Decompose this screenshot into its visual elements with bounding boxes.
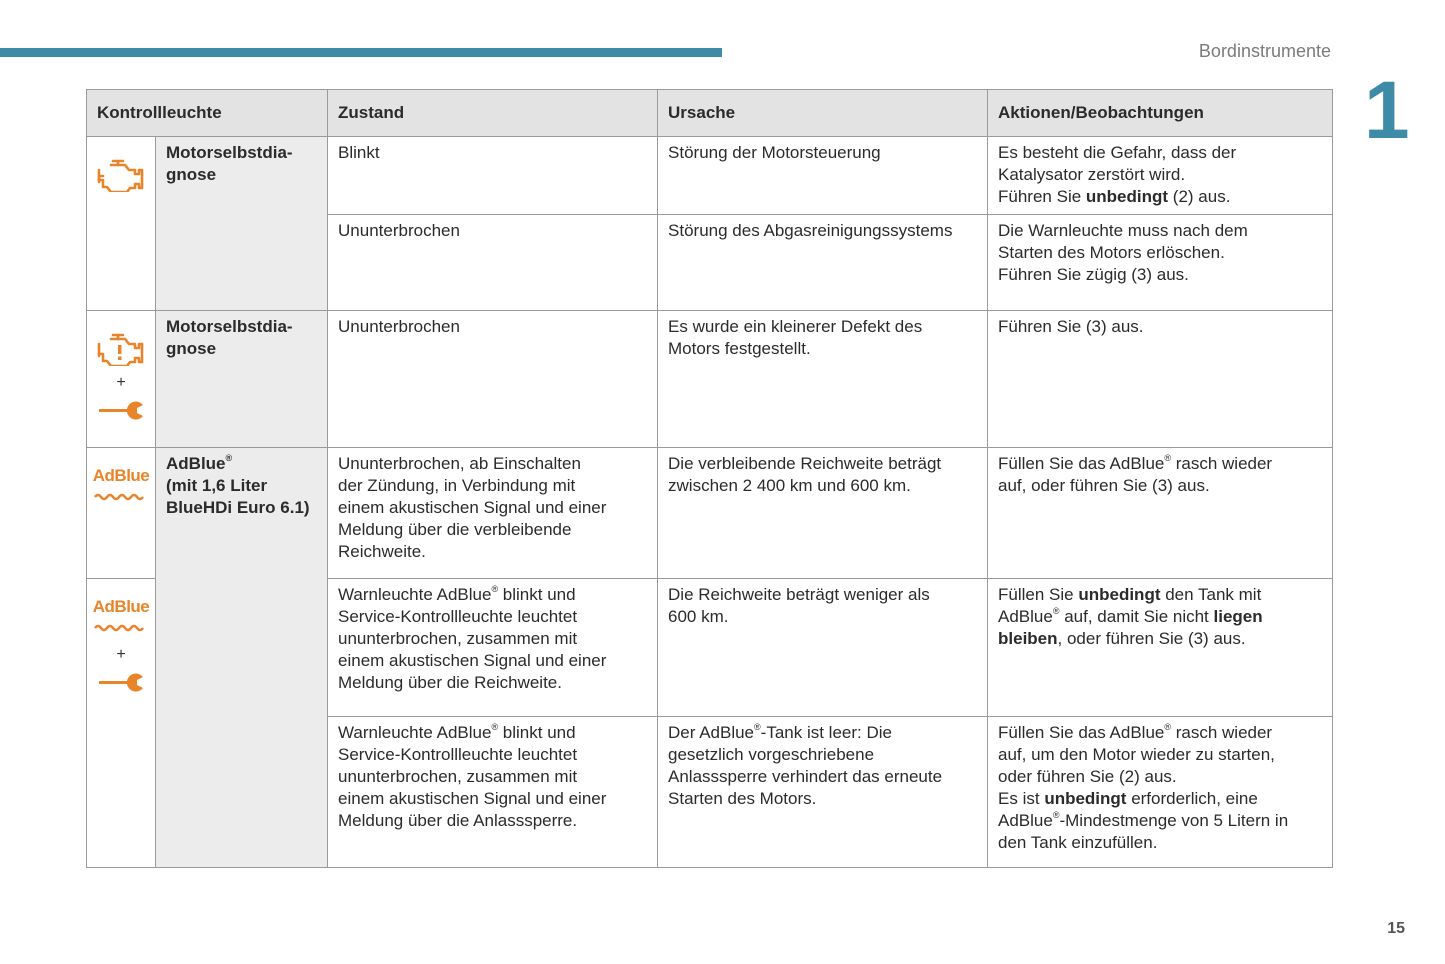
zustand-cell [328,448,658,579]
chapter-number: 1 [1364,65,1410,156]
icon-cell [87,137,156,311]
reg-mark: ® [491,584,499,595]
ursache-cell [658,448,988,579]
text: den Tank mit [1160,585,1262,604]
text-line: ununterbrochen, zusammen mit [338,629,578,648]
reg-mark: ® [1052,810,1060,821]
text-line: Service-Kontrollleuchte leuchtet [338,745,578,764]
reg-mark: ® [754,722,761,733]
aktion-cell [988,215,1333,311]
ursache-cell [658,717,988,868]
text: -Mindestmenge von 5 Litern in [1059,811,1289,830]
text-line [998,788,1322,810]
text: , oder führen Sie (3) aus. [1057,629,1246,648]
ursache-cell [658,311,988,448]
text: Führen Sie [998,187,1086,206]
wave-icon [94,493,148,501]
text-line: einem akustischen Signal und einer [338,789,607,808]
text-line [998,584,1322,606]
text: blinkt und [498,585,576,604]
col-header-zustand: Zustand [328,90,658,137]
aktion-cell: Führen Sie (3) aus. [988,311,1333,448]
text-line: zwischen 2 400 km und 600 km. [668,476,911,495]
zustand-cell: Ununterbrochen [328,311,658,448]
text-line: Die Reichweite beträgt weniger als [668,585,930,604]
text-line: Starten des Motors. [668,789,817,808]
table-row [87,311,1333,448]
text-line [998,810,1322,832]
zustand-cell: Ununterbrochen [328,215,658,311]
text-line: Anlasssperre verhindert das erneute [668,767,943,786]
text-line: Es besteht die Gefahr, dass der [998,143,1237,162]
adblue-icon-text: AdBlue [92,597,150,616]
text: AdBlue [998,811,1053,830]
text-line: einem akustischen Signal und einer [338,498,607,517]
text-line: Katalysator zerstört wird. [998,165,1186,184]
table-row [87,137,1333,215]
aktion-cell [988,717,1333,868]
col-header-aktionen: Aktionen/Beobachtungen [988,90,1333,137]
reg-mark: ® [491,722,499,733]
text-line: Meldung über die verbleibende [338,520,572,539]
text: Es ist [998,789,1045,808]
name-line: gnose [166,339,217,358]
icon-cell [87,311,156,448]
ursache-cell: Störung der Motorsteuerung [658,137,988,215]
emphasis: unbedingt [1078,585,1161,604]
table-row [87,448,1333,579]
text: erforderlich, eine [1126,789,1258,808]
name-line: (mit 1,6 Liter [166,476,268,495]
zustand-cell [328,717,658,868]
icon-cell [87,448,156,579]
wrench-icon [97,672,145,694]
name-line: Motorselbstdia- [166,317,293,336]
text-line: auf, oder führen Sie (3) aus. [998,476,1210,495]
warning-name [156,137,328,311]
wrench-icon [97,400,145,422]
warning-name [156,311,328,448]
text: auf, damit Sie nicht [1059,607,1214,626]
text-line: Meldung über die Anlasssperre. [338,811,578,830]
text: Warnleuchte AdBlue [338,723,492,742]
icon-cell [87,579,156,868]
text-line: Motors festgestellt. [668,339,811,358]
text-line: oder führen Sie (2) aus. [998,767,1177,786]
text-line [998,186,1322,208]
text-line: der Zündung, in Verbindung mit [338,476,576,495]
text: (2) aus. [1168,187,1231,206]
text-line [668,722,977,744]
text-line: Reichweite. [338,542,426,561]
text-line [338,584,647,606]
col-header-kontrollleuchte: Kontrollleuchte [87,90,328,137]
table-header-row [87,90,1333,137]
text-line: auf, um den Motor wieder zu starten, [998,745,1275,764]
text-line [998,453,1322,475]
plus-sign: + [116,646,126,663]
text-line: 600 km. [668,607,729,626]
reg-mark: ® [1052,606,1060,617]
text: AdBlue [166,454,226,473]
ursache-cell [658,579,988,717]
wave-icon [94,624,148,632]
name-line: BlueHDi Euro 6.1) [166,498,310,517]
text-line: Service-Kontrollleuchte leuchtet [338,607,578,626]
emphasis: liegen [1213,607,1263,626]
reg-mark: ® [225,453,233,464]
text: rasch wieder [1171,454,1273,473]
top-accent-bar [0,48,722,57]
col-header-ursache: Ursache [658,90,988,137]
emphasis: unbedingt [1085,187,1169,206]
text: Füllen Sie das AdBlue [998,723,1165,742]
emphasis: bleiben [998,629,1058,648]
text-line [338,722,647,744]
name-line: gnose [166,165,217,184]
warning-lights-table [86,89,1333,868]
text-line: Führen Sie zügig (3) aus. [998,265,1189,284]
text-line: einem akustischen Signal und einer [338,651,607,670]
text-line: ununterbrochen, zusammen mit [338,767,578,786]
text-line: Die verbleibende Reichweite beträgt [668,454,942,473]
emphasis: unbedingt [1044,789,1127,808]
text: -Tank ist leer: Die [760,723,892,742]
text: Warnleuchte AdBlue [338,585,492,604]
adblue-icon-text: AdBlue [92,466,150,485]
text: Füllen Sie das AdBlue [998,454,1165,473]
aktion-cell [988,579,1333,717]
text: blinkt und [498,723,576,742]
ursache-cell: Störung des Abgasreinigungssystems [658,215,988,311]
text: Der AdBlue [668,723,755,742]
text-line [998,606,1322,628]
zustand-cell: Blinkt [328,137,658,215]
adblue-icon [93,467,150,507]
reg-mark: ® [1164,722,1171,733]
text-line [998,628,1322,650]
text-line: den Tank einzufüllen. [998,833,1158,852]
text: AdBlue [998,607,1053,626]
text-line: Meldung über die Reichweite. [338,673,562,692]
plus-sign: + [116,374,126,391]
section-title: Bordinstrumente [1198,41,1331,61]
reg-mark: ® [1164,453,1171,464]
text-line: Starten des Motors erlöschen. [998,243,1225,262]
aktion-cell [988,448,1333,579]
text-line: Die Warnleuchte muss nach dem [998,221,1248,240]
name-line [166,453,317,475]
adblue-icon [93,598,150,638]
text-line: Ununterbrochen, ab Einschalten [338,454,581,473]
text: rasch wieder [1171,723,1273,742]
engine-warning-icon [96,330,146,366]
text: Füllen Sie [998,585,1079,604]
text-line [998,722,1322,744]
engine-icon [96,156,146,192]
text-line: Es wurde ein kleinerer Defekt des [668,317,923,336]
warning-name [156,448,328,868]
text-line: gesetzlich vorgeschriebene [668,745,875,764]
name-line: Motorselbstdia- [166,143,293,162]
zustand-cell [328,579,658,717]
page-number: 15 [1387,920,1405,937]
aktion-cell [988,137,1333,215]
